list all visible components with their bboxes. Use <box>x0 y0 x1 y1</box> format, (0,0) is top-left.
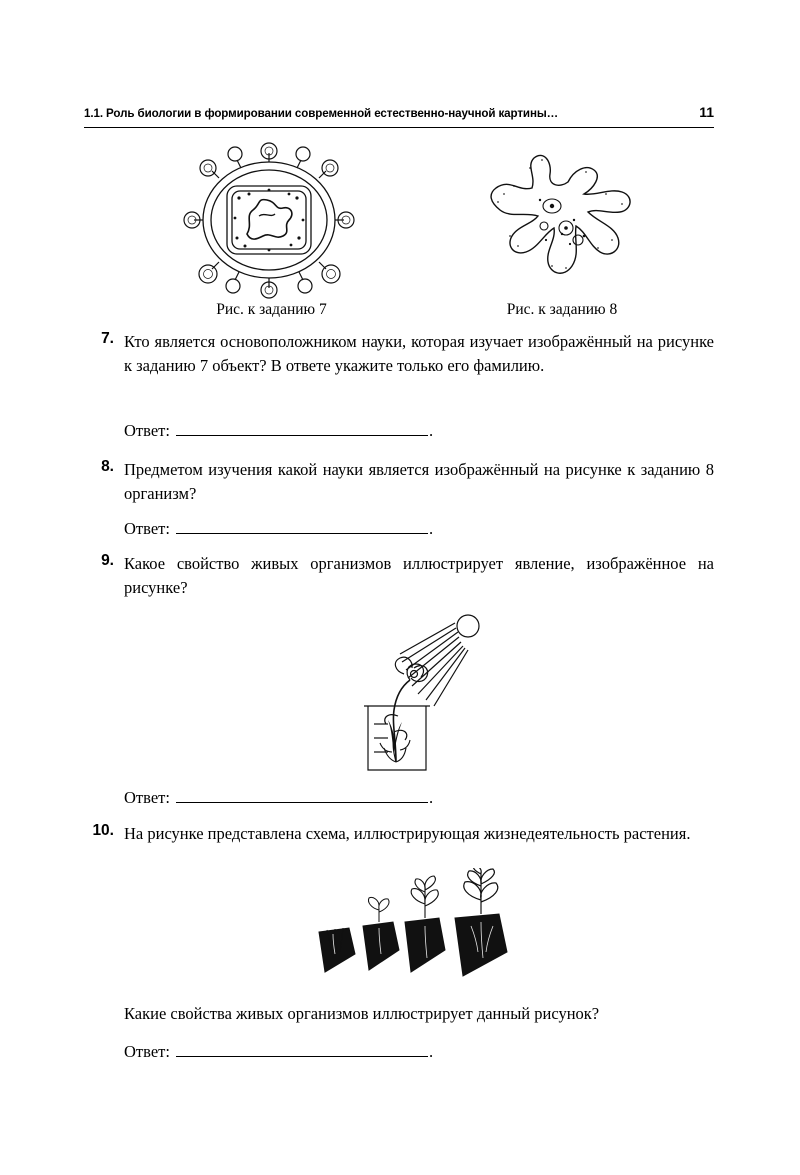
answer-period-9: . <box>428 788 434 807</box>
running-title: 1.1. Роль биологии в формировании современной естественно-научной картины… <box>84 107 559 120</box>
answer-label-8: Ответ: <box>124 519 170 538</box>
question-9 <box>84 552 714 600</box>
question-7-text: Кто является основоположником науки, которая изучает изображённый на рисунке к заданию 7 объект? В ответе укажите только его фамилию. <box>124 332 714 375</box>
virus-icon <box>179 138 359 300</box>
answer-period-8: . <box>428 519 434 538</box>
amoeba-icon <box>474 148 649 298</box>
answer-label-10: Ответ: <box>124 1042 170 1061</box>
question-10-number: 10. <box>92 822 114 839</box>
figure-caption-7: Рис. к заданию 7 <box>216 301 327 318</box>
question-8-text: Предметом изучения какой науки является изображённый на рисунке к заданию 8 организм? <box>124 460 714 503</box>
question-9-number: 9. <box>101 552 114 569</box>
answer-field-9[interactable] <box>124 788 433 808</box>
answer-rule-9[interactable] <box>176 789 428 803</box>
plant-growth-stages-icon <box>305 868 535 978</box>
figures-row <box>84 138 714 318</box>
answer-period-10: . <box>428 1042 434 1061</box>
answer-field-7[interactable] <box>124 421 433 441</box>
answer-label-7: Ответ: <box>124 421 170 440</box>
question-8-number: 8. <box>101 458 114 475</box>
answer-rule-7[interactable] <box>176 422 428 436</box>
question-7 <box>84 330 714 378</box>
question-10 <box>84 822 714 846</box>
figure-caption-8: Рис. к заданию 8 <box>506 301 618 318</box>
question-8 <box>84 458 714 506</box>
answer-rule-10[interactable] <box>176 1043 428 1057</box>
question-10-text: На рисунке представлена схема, иллюстрирующая жизнедеятельность растения. <box>124 824 691 843</box>
question-9-text: Какое свойство живых организмов иллюстрирует явление, изображённое на рисунке? <box>124 554 714 597</box>
page-number: 11 <box>699 104 714 120</box>
answer-rule-8[interactable] <box>176 520 428 534</box>
running-header <box>84 104 714 128</box>
plant-phototropism-icon <box>322 612 492 777</box>
question-7-number: 7. <box>101 330 114 347</box>
answer-field-10[interactable] <box>124 1042 433 1062</box>
question-10-tail-text: Какие свойства живых организмов иллюстрирует данный рисунок? <box>124 1004 600 1023</box>
answer-period-7: . <box>428 421 434 440</box>
answer-field-8[interactable] <box>124 519 433 539</box>
answer-label-9: Ответ: <box>124 788 170 807</box>
